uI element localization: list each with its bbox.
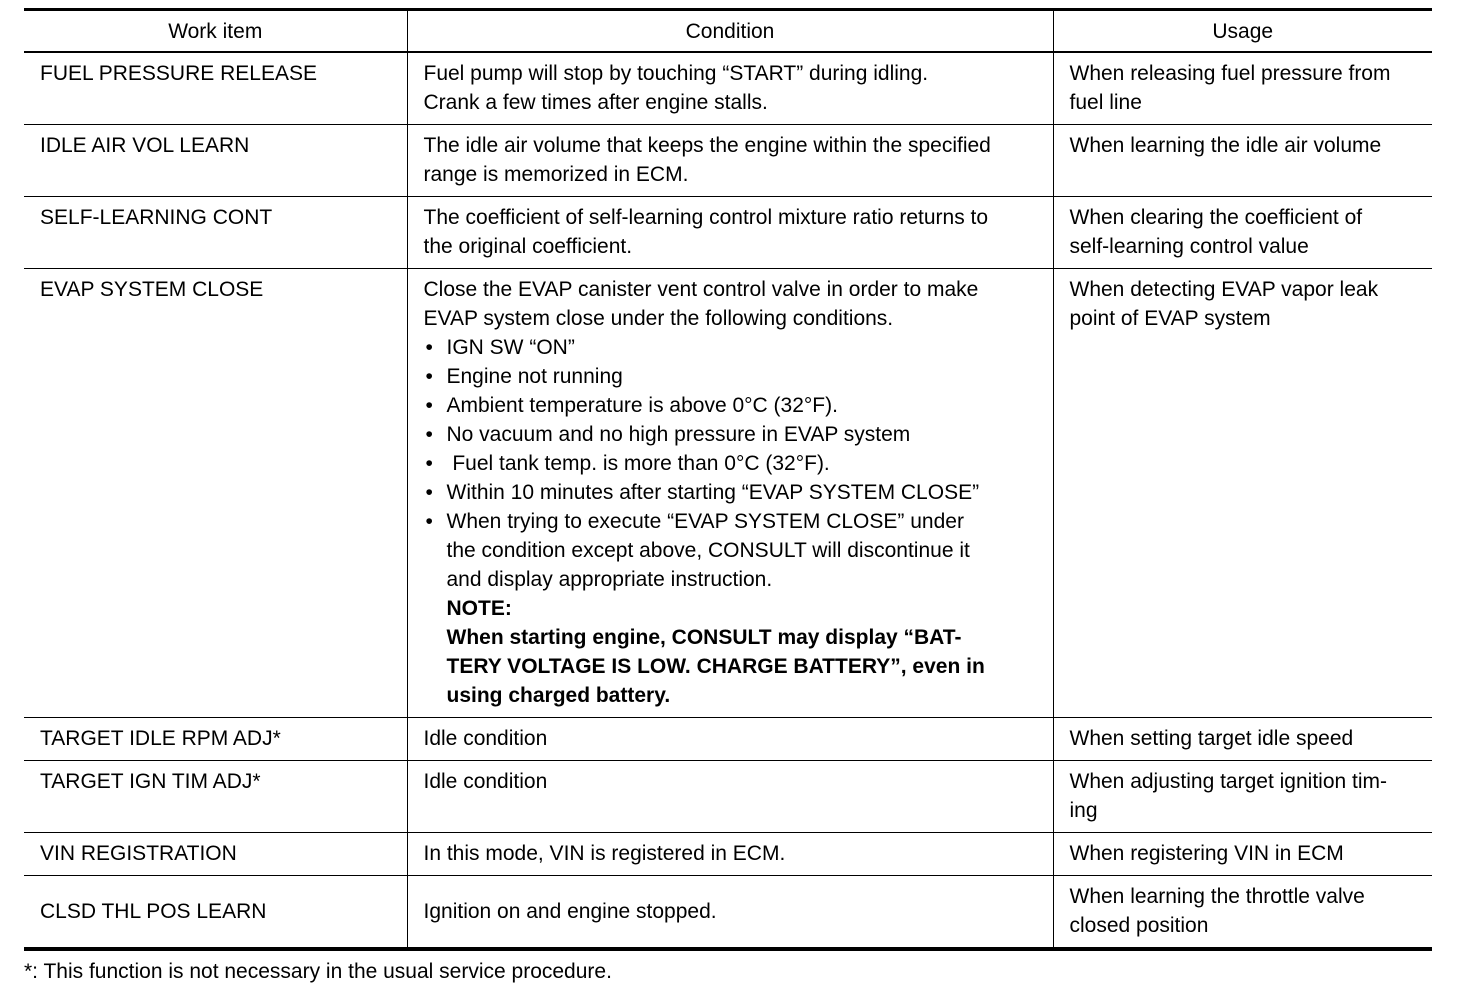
table-row — [24, 718, 1432, 761]
work-item-cell: EVAP SYSTEM CLOSE — [40, 278, 264, 301]
work-item-cell: TARGET IDLE RPM ADJ* — [40, 727, 281, 750]
usage-cell: When clearing the coefficient of self-learning control value — [1053, 197, 1432, 269]
header-usage: Usage — [1053, 10, 1432, 53]
work-item-cell: IDLE AIR VOL LEARN — [40, 134, 250, 157]
table-row — [24, 52, 1432, 125]
work-item-cell: FUEL PRESSURE RELEASE — [40, 62, 317, 85]
table-row — [24, 833, 1432, 876]
header-condition: Condition — [407, 10, 1053, 53]
table-row — [24, 761, 1432, 833]
condition-cell: The idle air volume that keeps the engine within the specified range is memorized in ECM. — [407, 125, 1053, 197]
table-row — [24, 269, 1432, 718]
table-row — [24, 876, 1432, 950]
work-support-table — [24, 8, 1432, 951]
bullet-item: • Within 10 minutes after starting “EVAP SYSTEM CLOSE” — [424, 478, 1041, 507]
usage-cell: When detecting EVAP vapor leak point of EVAP system — [1053, 269, 1432, 718]
usage-cell: When adjusting target ignition tim- ing — [1053, 761, 1432, 833]
condition-cell: Idle condition — [407, 718, 1053, 761]
header-work-item: Work item — [168, 19, 263, 43]
usage-cell: When setting target idle speed — [1053, 718, 1432, 761]
usage-cell: When learning the idle air volume — [1053, 125, 1432, 197]
condition-cell: In this mode, VIN is registered in ECM. — [407, 833, 1053, 876]
work-item-cell: SELF-LEARNING CONT — [40, 206, 273, 229]
work-item-cell: CLSD THL POS LEARN — [40, 899, 267, 923]
condition-cell: Ignition on and engine stopped. — [407, 876, 1053, 950]
table-row — [24, 125, 1432, 197]
condition-bullet-list — [424, 333, 1041, 594]
note-block: NOTE: When starting engine, CONSULT may display “BAT- TERY VOLTAGE IS LOW. CHARGE BATTERY”, even in using charged battery. — [424, 594, 1041, 710]
bullet-item: • When trying to execute “EVAP SYSTEM CLOSE” under the condition except above, CONSULT will discontinue it and display appropriate instruction. — [424, 507, 1041, 594]
bullet-item: • Engine not running — [424, 362, 1041, 391]
work-item-cell: TARGET IGN TIM ADJ* — [40, 770, 261, 793]
bullet-item: • IGN SW “ON” — [424, 333, 1041, 362]
work-support-table-container — [24, 8, 1432, 951]
condition-cell: Close the EVAP canister vent control valve in order to make EVAP system close under the following conditions. • IGN SW “ON” • Engine not running • Ambient temperature is above 0°C (32°F). • No vacuum and no high pressure in EVAP system • Fuel tank temp. is more than 0°C (32°F). • Within 10 minutes after starting “EVAP SYSTEM CLOSE” • When trying to execute “EVAP SYSTEM CLOSE” under the condition except above, CONSULT will discontinue it and display appropriate instruction. NOTE: When starting engine, CONSULT may display “BAT- TERY VOLTAGE IS LOW. CHARGE BATTERY”, even in using charged battery. — [407, 269, 1053, 718]
bullet-item: • No vacuum and no high pressure in EVAP system — [424, 420, 1041, 449]
condition-cell: Idle condition — [407, 761, 1053, 833]
condition-cell: The coefficient of self-learning control mixture ratio returns to the original coefficient. — [407, 197, 1053, 269]
footnote: *: This function is not necessary in the usual service procedure. — [24, 960, 612, 983]
bullet-item: • Ambient temperature is above 0°C (32°F). — [424, 391, 1041, 420]
work-item-cell: VIN REGISTRATION — [40, 842, 237, 865]
table-row — [24, 197, 1432, 269]
bullet-item: • Fuel tank temp. is more than 0°C (32°F). — [424, 449, 1041, 478]
note-title: NOTE: — [446, 597, 512, 620]
table-header-row — [24, 10, 1432, 53]
usage-cell: When releasing fuel pressure from fuel line — [1053, 52, 1432, 125]
usage-cell: When learning the throttle valve closed position — [1053, 876, 1432, 950]
usage-cell: When registering VIN in ECM — [1053, 833, 1432, 876]
condition-cell: Fuel pump will stop by touching “START” during idling. Crank a few times after engine stalls. — [407, 52, 1053, 125]
